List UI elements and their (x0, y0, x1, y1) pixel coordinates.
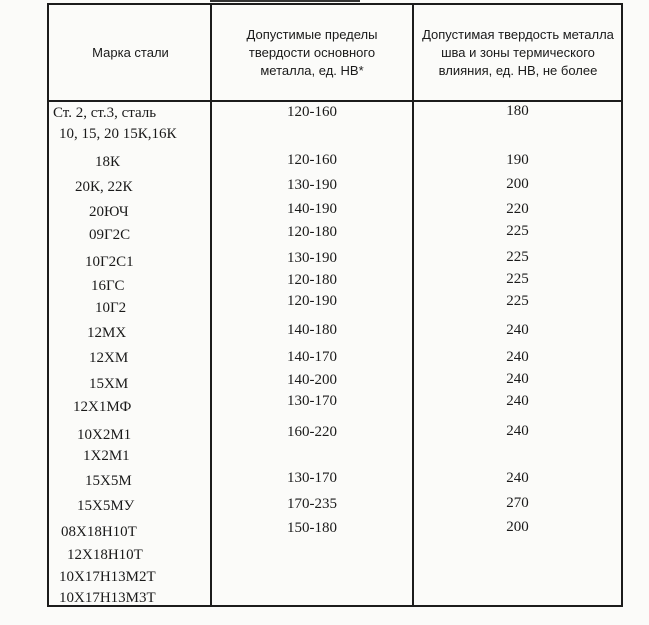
table-left-border (47, 3, 49, 607)
base-hardness-cell: 140-180 (287, 322, 337, 338)
grade-cell: 09Г2С (89, 227, 131, 243)
base-hardness-cell: 140-170 (287, 349, 337, 365)
grade-cell: 12МХ (87, 325, 127, 341)
weld-hardness-cell: 240 (506, 371, 529, 387)
weld-hardness-cell: 200 (506, 519, 529, 535)
base-hardness-cell: 130-190 (287, 250, 337, 266)
grade-cell: 10Х17Н13М2Т (59, 569, 156, 585)
base-hardness-cell: 120-160 (287, 152, 337, 168)
base-hardness-cell: 130-170 (287, 470, 337, 486)
table-right-border (621, 3, 623, 607)
header-steel-grade (51, 5, 210, 100)
header-steel-grade-text: Марка стали (92, 44, 169, 60)
weld-hardness-cell: 190 (506, 152, 529, 168)
header-weld-hardness-text: Допустимая твердость металла шва и зоны термического влияния, ед. НВ, не более (422, 26, 614, 78)
header-base-hardness-text: Допустимые пределы твердости основного металла, ед. НВ* (246, 26, 378, 78)
weld-hardness-cell: 225 (506, 223, 529, 239)
weld-hardness-cell: 240 (506, 423, 529, 439)
grade-cell: 15Х5М (85, 473, 132, 489)
grade-cell: 12ХМ (89, 350, 129, 366)
base-hardness-cell: 170-235 (287, 496, 337, 512)
grade-cell: 1Х2М1 (83, 448, 130, 464)
grade-cell: 10Г2С1 (85, 254, 134, 270)
grade-cell: 10Х17Н13М3Т (59, 590, 156, 606)
grade-cell: 10, 15, 20 15К,16К (59, 126, 177, 142)
grade-cell: 20ЮЧ (89, 204, 129, 220)
weld-hardness-cell: 180 (506, 103, 529, 119)
base-hardness-cell: 130-190 (287, 177, 337, 193)
base-hardness-cell: 130-170 (287, 393, 337, 409)
base-hardness-cell: 140-200 (287, 372, 337, 388)
base-hardness-cell: 120-180 (287, 224, 337, 240)
grade-cell: 10Г2 (95, 300, 127, 316)
grade-cell: 12Х18Н10Т (67, 547, 143, 563)
header-base-hardness (225, 5, 399, 100)
weld-hardness-cell: 240 (506, 470, 529, 486)
weld-hardness-cell: 225 (506, 249, 529, 265)
grade-cell: Ст. 2, ст.3, сталь (53, 105, 157, 121)
header-weld-hardness (419, 5, 617, 100)
base-hardness-cell: 120-160 (287, 104, 337, 120)
weld-hardness-cell: 240 (506, 393, 529, 409)
grade-cell: 12Х1МФ (73, 399, 132, 415)
base-hardness-cell: 140-190 (287, 201, 337, 217)
grade-cell: 10Х2М1 (77, 427, 132, 443)
base-hardness-cell: 160-220 (287, 424, 337, 440)
weld-hardness-cell: 225 (506, 293, 529, 309)
grade-cell: 08Х18Н10Т (61, 524, 137, 540)
hardness-table (47, 3, 623, 607)
grade-cell: 15Х5МУ (77, 498, 135, 514)
grade-cell: 20К, 22К (75, 179, 133, 195)
grade-cell: 18К (95, 154, 121, 170)
base-hardness-cell: 120-180 (287, 272, 337, 288)
base-hardness-cell: 120-190 (287, 293, 337, 309)
weld-hardness-cell: 225 (506, 271, 529, 287)
grade-cell: 15ХМ (89, 376, 129, 392)
weld-hardness-cell: 240 (506, 349, 529, 365)
weld-hardness-cell: 220 (506, 201, 529, 217)
top-scan-mark (210, 0, 360, 2)
base-hardness-cell: 150-180 (287, 520, 337, 536)
weld-hardness-cell: 200 (506, 176, 529, 192)
weld-hardness-cell: 270 (506, 495, 529, 511)
weld-hardness-cell: 240 (506, 322, 529, 338)
grade-cell: 16ГС (91, 278, 125, 294)
